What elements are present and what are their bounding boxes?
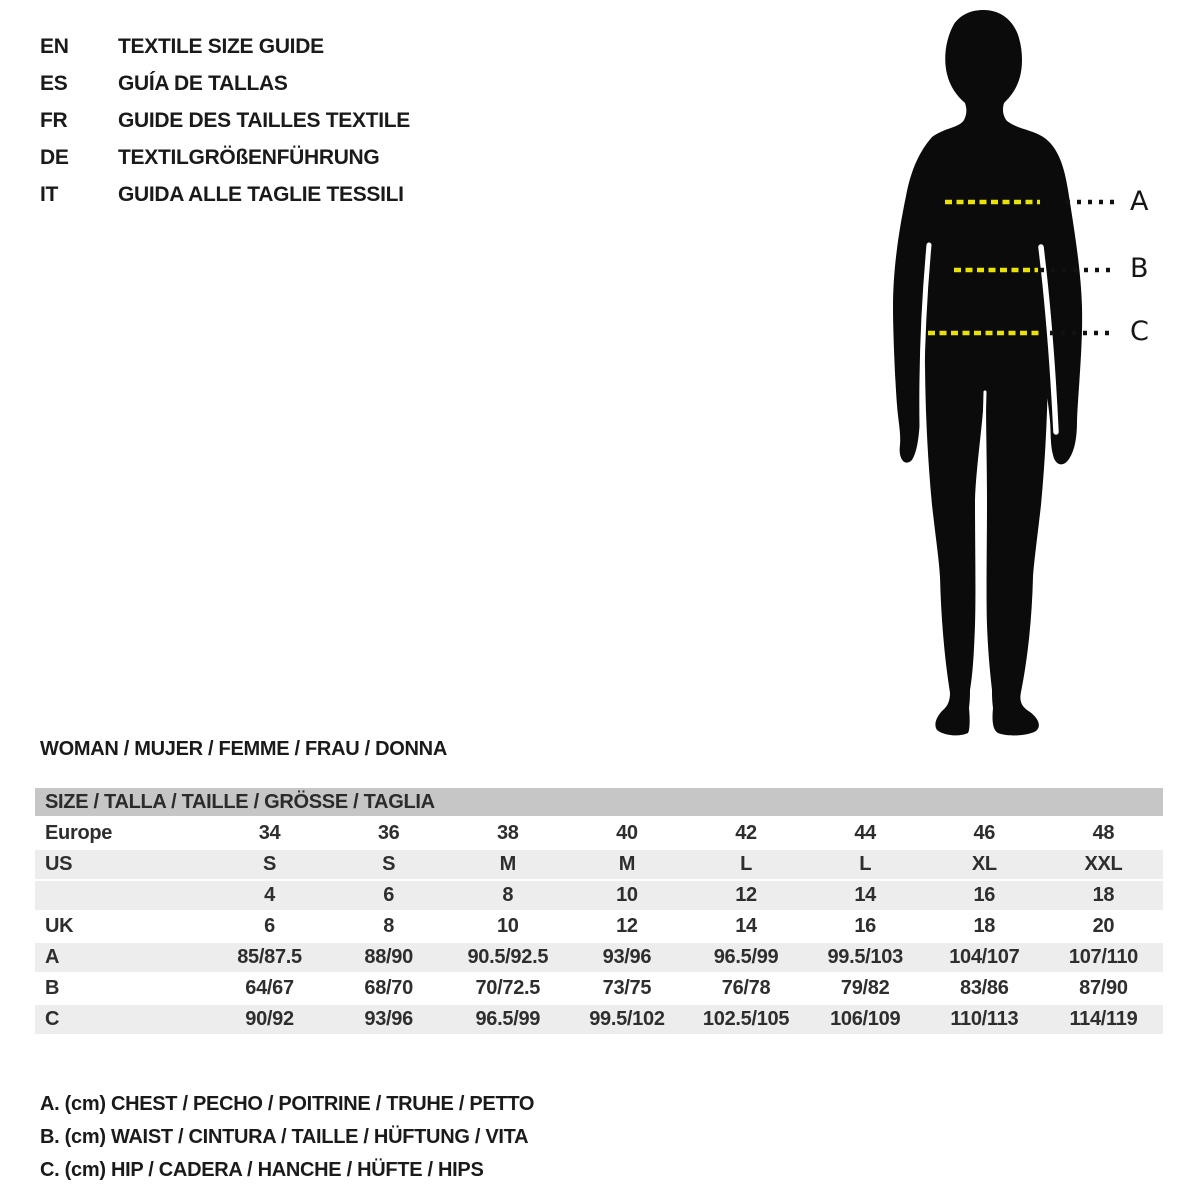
legend-waist: B. (cm) WAIST / CINTURA / TAILLE / HÜFTUNG / VITA <box>40 1126 529 1148</box>
size-cell: 99.5/102 <box>589 1008 665 1030</box>
size-cell: 12 <box>735 884 757 906</box>
row-label: C <box>45 1008 60 1030</box>
size-cell: 6 <box>383 884 395 906</box>
size-cell: 106/109 <box>830 1008 901 1030</box>
woman-silhouette-icon <box>880 0 1200 740</box>
measurement-marker-b: B <box>1130 253 1149 284</box>
row-label: A <box>45 946 60 968</box>
language-code: FR <box>40 108 68 132</box>
language-row-en <box>40 28 410 65</box>
row-label: B <box>45 977 60 999</box>
size-cell: 93/96 <box>602 946 652 968</box>
size-cell: L <box>740 853 753 875</box>
size-cell: 46 <box>973 822 996 844</box>
size-cell: 76/78 <box>721 977 771 999</box>
measurement-marker-c: C <box>1130 316 1149 347</box>
size-cell: 79/82 <box>840 977 890 999</box>
size-cell: M <box>618 853 636 875</box>
size-cell: 99.5/103 <box>827 946 903 968</box>
size-cell: 96.5/99 <box>713 946 779 968</box>
size-cell: 34 <box>258 822 281 844</box>
row-label: US <box>45 853 73 875</box>
size-cell: 18 <box>1092 884 1115 906</box>
table-row-waist-b <box>35 974 1163 1003</box>
row-label: UK <box>45 915 74 937</box>
row-label <box>35 881 210 910</box>
size-cell: 12 <box>616 915 638 937</box>
table-row-hip-c <box>35 1005 1163 1034</box>
size-cell: 93/96 <box>364 1008 413 1030</box>
size-cell: 68/70 <box>364 977 413 999</box>
table-row-us-numeric <box>35 881 1163 910</box>
size-cell: 96.5/99 <box>475 1008 541 1030</box>
size-cell: 14 <box>854 884 877 906</box>
size-cell: 83/86 <box>960 977 1009 999</box>
table-row-europe <box>35 819 1163 848</box>
size-cell: 16 <box>854 915 877 937</box>
language-row-es <box>40 65 410 102</box>
size-cell: XL <box>971 853 997 875</box>
language-title: GUIDA ALLE TAGLIE TESSILI <box>118 182 404 206</box>
language-title: TEXTILGRÖßENFÜHRUNG <box>118 145 380 169</box>
size-cell: 73/75 <box>602 977 652 999</box>
size-cell: 48 <box>1092 822 1115 844</box>
size-cell: 85/87.5 <box>237 946 302 968</box>
size-cell: 8 <box>502 884 514 906</box>
language-title: GUÍA DE TALLAS <box>118 71 288 95</box>
language-code: ES <box>40 71 68 95</box>
legend-chest: A. (cm) CHEST / PECHO / POITRINE / TRUHE / PETTO <box>40 1093 535 1115</box>
size-cell: XXL <box>1084 853 1123 875</box>
language-code: IT <box>40 182 59 206</box>
size-cell: 4 <box>264 884 275 906</box>
size-cell: 14 <box>735 915 757 937</box>
language-title: TEXTILE SIZE GUIDE <box>118 34 324 58</box>
size-table <box>35 788 1163 1036</box>
size-cell: 90.5/92.5 <box>467 946 549 968</box>
row-label: Europe <box>45 822 113 844</box>
size-cell: 90/92 <box>245 1008 294 1030</box>
size-cell: 20 <box>1092 915 1115 937</box>
size-cell: 64/67 <box>245 977 294 999</box>
language-code: DE <box>40 145 69 169</box>
measurement-marker-a: A <box>1130 186 1149 217</box>
section-title-woman: WOMAN / MUJER / FEMME / FRAU / DONNA <box>40 738 447 760</box>
table-row-uk <box>35 912 1163 941</box>
size-cell: 42 <box>735 822 757 844</box>
measurement-legend <box>40 1088 534 1187</box>
size-cell: S <box>263 853 277 875</box>
size-cell: 87/90 <box>1079 977 1128 999</box>
size-cell: L <box>859 853 872 875</box>
size-cell: 6 <box>264 915 275 937</box>
size-cell: 10 <box>496 915 519 937</box>
size-cell: 16 <box>973 884 996 906</box>
size-cell: 107/110 <box>1068 946 1138 968</box>
size-table-header: SIZE / TALLA / TAILLE / GRÖSSE / TAGLIA <box>35 788 1163 816</box>
size-cell: 88/90 <box>364 946 413 968</box>
size-cell: S <box>382 853 396 875</box>
language-title: GUIDE DES TAILLES TEXTILE <box>118 108 410 132</box>
language-row-de <box>40 139 410 176</box>
size-cell: 104/107 <box>949 946 1020 968</box>
size-cell: 36 <box>377 822 400 844</box>
size-cell: M <box>499 853 516 875</box>
size-cell: 38 <box>496 822 519 844</box>
language-title-list <box>40 28 410 213</box>
legend-hip: C. (cm) HIP / CADERA / HANCHE / HÜFTE / HIPS <box>40 1159 484 1181</box>
size-cell: 18 <box>973 915 996 937</box>
language-row-fr <box>40 102 410 139</box>
size-cell: 8 <box>383 915 395 937</box>
size-cell: 10 <box>616 884 638 906</box>
language-code: EN <box>40 34 69 58</box>
size-cell: 114/119 <box>1069 1008 1138 1030</box>
size-cell: 102.5/105 <box>702 1008 790 1030</box>
woman-silhouette-figure <box>880 0 1200 740</box>
table-row-us <box>35 850 1163 879</box>
language-row-it <box>40 176 410 213</box>
size-cell: 110/113 <box>950 1008 1019 1030</box>
size-cell: 44 <box>854 822 877 844</box>
size-cell: 70/72.5 <box>475 977 541 999</box>
table-row-chest-a <box>35 943 1163 972</box>
size-cell: 40 <box>616 822 638 844</box>
